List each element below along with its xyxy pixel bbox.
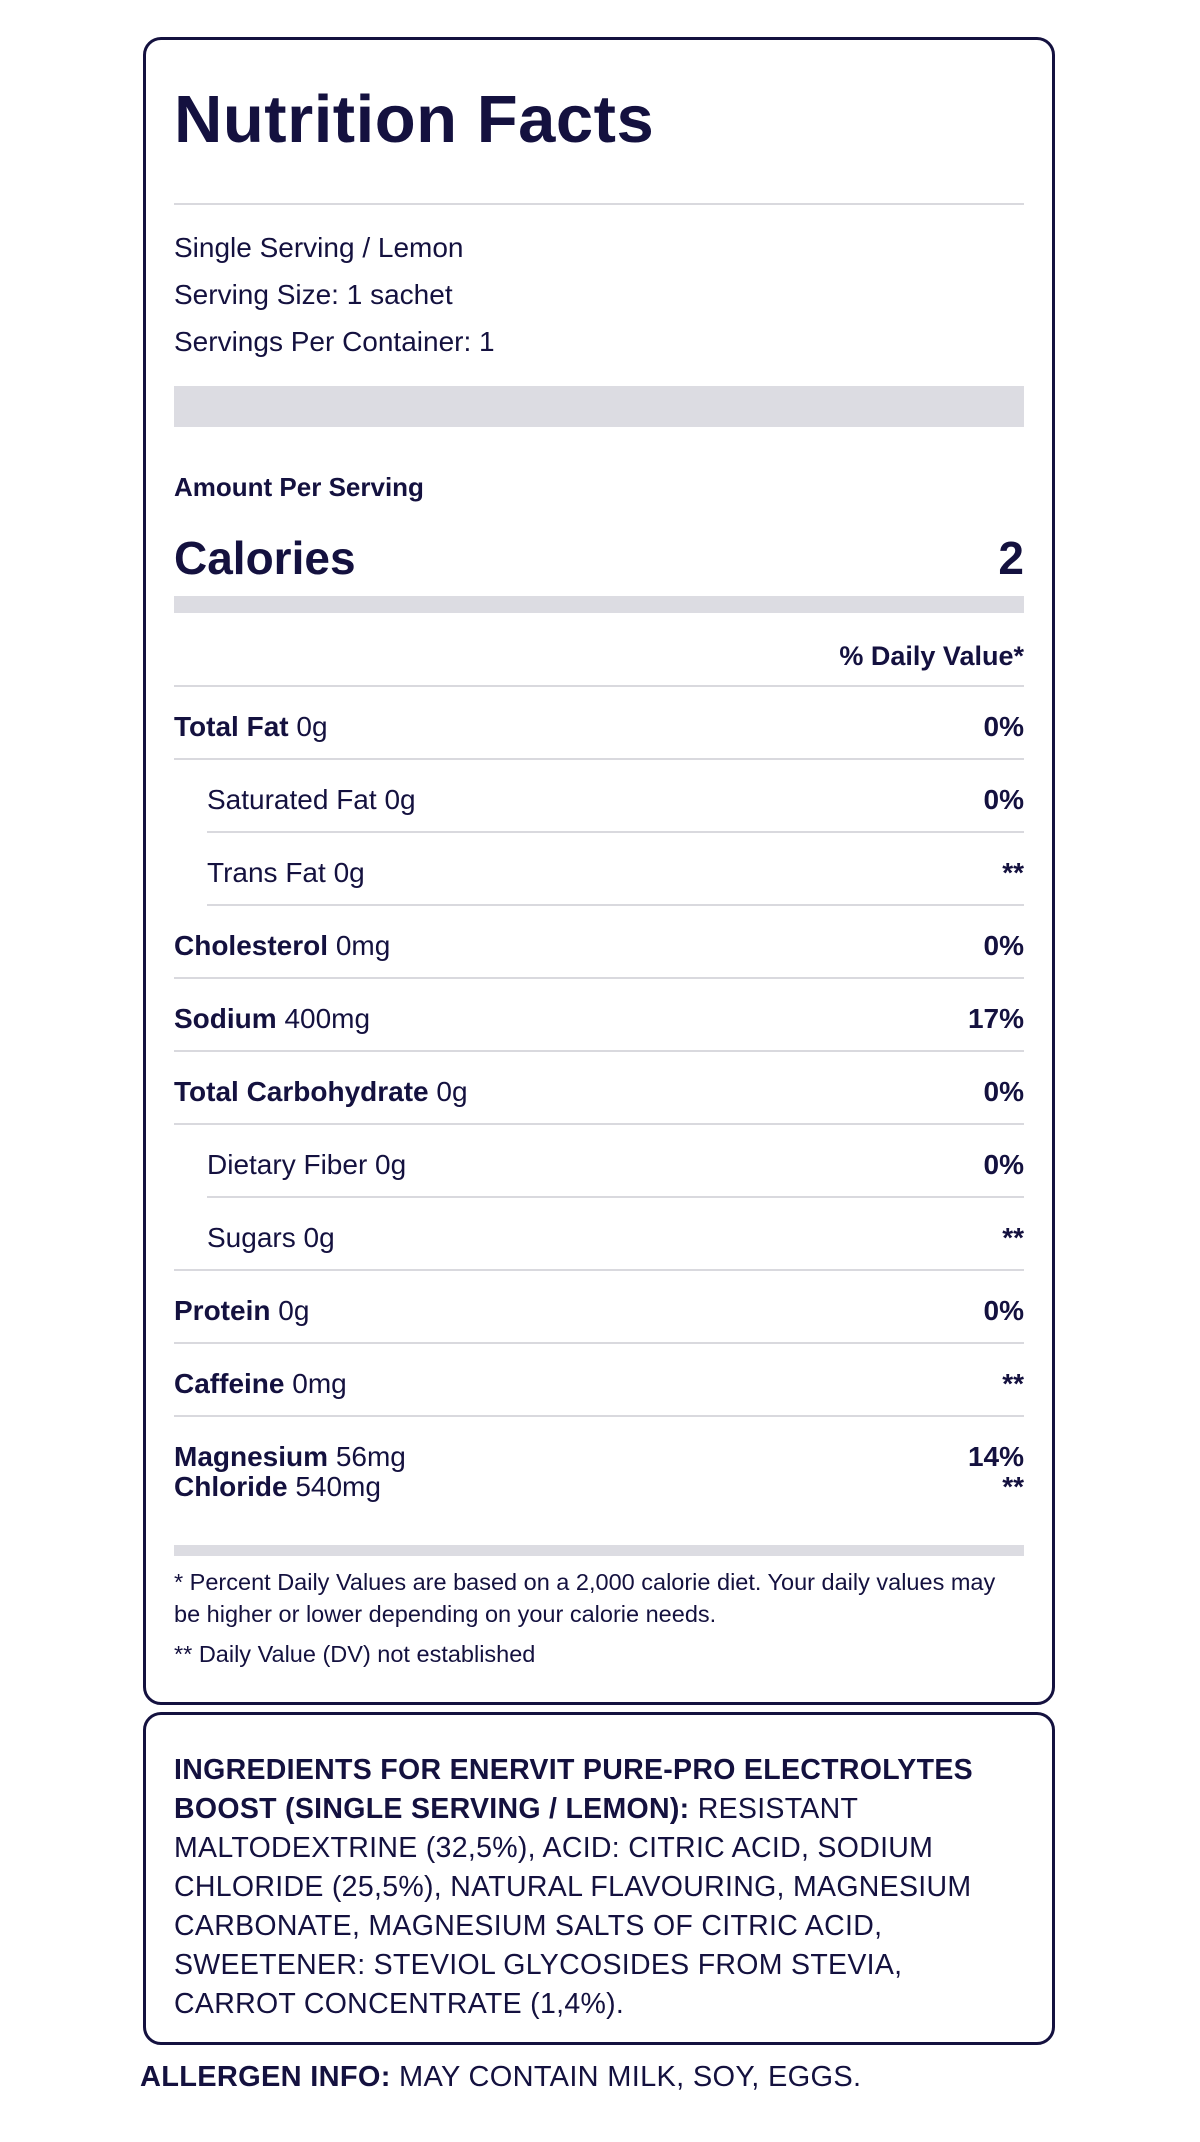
nutrient-daily-value: 0% [983, 711, 1024, 742]
nutrient-name: Total Carbohydrate [174, 1076, 429, 1107]
calories-label: Calories [174, 532, 356, 584]
allergen-info [140, 2063, 861, 2092]
nutrient-amount: 0g [278, 1295, 310, 1326]
allergen-label: ALLERGEN INFO: [140, 2061, 391, 2093]
nutrient-label [174, 1370, 347, 1398]
nutrient-daily-value: 0% [983, 784, 1024, 815]
nutrient-name: Saturated Fat [207, 784, 377, 815]
nutrient-label [207, 1224, 335, 1252]
nutrient-label [207, 859, 365, 887]
nutrient-label [174, 1443, 406, 1471]
nutrient-label [174, 1297, 309, 1325]
nutrient-row-total-fat [174, 687, 1024, 760]
footnote-percent-daily-values: * Percent Daily Values are based on a 2,000 calorie diet. Your daily values may be higher or lower depending on your calorie needs. [174, 1569, 996, 1627]
nutrient-name: Trans Fat [207, 857, 326, 888]
nutrient-name: Dietary Fiber [207, 1149, 368, 1180]
nutrient-row-total-carbohydrate [174, 1052, 1024, 1125]
nutrient-name: Total Fat [174, 711, 289, 742]
nutrient-name: Protein [174, 1295, 271, 1326]
nutrient-name: Chloride [174, 1471, 288, 1502]
nutrient-amount: 0g [303, 1222, 335, 1253]
nutrient-row-protein [174, 1271, 1024, 1344]
nutrient-label [207, 1151, 406, 1179]
nutrient-amount: 56mg [335, 1441, 406, 1472]
nutrient-daily-value: 0% [983, 1076, 1024, 1107]
nutrient-name: Caffeine [174, 1368, 285, 1399]
nutrient-row-cholesterol [174, 906, 1024, 979]
nutrient-amount: 0mg [292, 1368, 347, 1399]
footer-divider-bar [174, 1545, 1024, 1556]
nutrient-name: Cholesterol [174, 930, 329, 961]
footnote-dv-not-established: ** Daily Value (DV) not established [174, 1641, 536, 1667]
nutrient-row-magnesium [174, 1417, 1024, 1471]
nutrient-daily-value: 0% [983, 930, 1024, 961]
nutrient-amount: 0g [296, 711, 328, 742]
nutrition-facts-title: Nutrition Facts [174, 82, 655, 157]
calories-divider-bar [174, 596, 1024, 613]
nutrient-daily-value: 17% [967, 1003, 1024, 1034]
allergen-text: MAY CONTAIN MILK, SOY, EGGS. [399, 2061, 862, 2093]
nutrient-label [174, 932, 390, 960]
ingredients-list: RESISTANT MALTODEXTRINE (32,5%), ACID: CITRIC ACID, SODIUM CHLORIDE (25,5%), NATURAL FLAVOURING, MAGNESIUM CARBONATE, MAGNESIUM SALTS OF CITRIC ACID, SWEETENER: STEVIOL GLYCOSIDES FROM STEVIA, CARROT CONCENTRATE (1,4%). [174, 1793, 972, 2020]
nutrient-daily-value: 0% [983, 1295, 1024, 1326]
title-divider [174, 203, 1024, 205]
calories-value: 2 [998, 532, 1024, 584]
nutrient-label [174, 1005, 370, 1033]
nutrient-amount: 0g [375, 1149, 407, 1180]
nutrient-daily-value: 14% [967, 1441, 1024, 1472]
nutrient-daily-value: ** [1002, 1368, 1024, 1399]
ingredients-panel [143, 1712, 1055, 2045]
serving-variant: Single Serving / Lemon [174, 232, 464, 263]
nutrient-daily-value: ** [1002, 1222, 1024, 1253]
nutrient-name: Sugars [207, 1222, 296, 1253]
serving-size: Serving Size: 1 sachet [174, 279, 453, 310]
nutrient-row-sugars [174, 1198, 1024, 1271]
nutrient-row-saturated-fat [174, 760, 1024, 833]
nutrient-amount: 400mg [284, 1003, 371, 1034]
nutrient-daily-value: 0% [983, 1149, 1024, 1180]
nutrition-facts-panel [143, 37, 1055, 1705]
thick-divider-bar [174, 386, 1024, 427]
nutrient-amount: 0mg [335, 930, 391, 961]
nutrient-name: Sodium [174, 1003, 277, 1034]
nutrient-amount: 540mg [295, 1471, 381, 1502]
nutrient-row-dietary-fiber [174, 1125, 1024, 1198]
nutrient-row-chloride [174, 1471, 1024, 1511]
nutrient-label [174, 1473, 381, 1501]
servings-per-container: Servings Per Container: 1 [174, 326, 495, 357]
nutrient-amount: 0g [333, 857, 365, 888]
nutrient-daily-value: ** [1002, 857, 1024, 888]
ingredients-text [174, 1751, 1028, 2024]
nutrient-name: Magnesium [174, 1441, 329, 1472]
nutrient-label [174, 1078, 468, 1106]
nutrient-label [174, 713, 328, 741]
nutrient-row-caffeine [174, 1344, 1024, 1417]
nutrient-amount: 0g [436, 1076, 468, 1107]
nutrient-daily-value: ** [1002, 1471, 1024, 1502]
amount-per-serving-label: Amount Per Serving [174, 472, 424, 502]
nutrient-label [207, 786, 416, 814]
ingredients-heading: INGREDIENTS FOR ENERVIT PURE-PRO ELECTROLYTES BOOST (SINGLE SERVING / LEMON): [174, 1754, 973, 1825]
nutrient-amount: 0g [384, 784, 416, 815]
nutrient-row-sodium [174, 979, 1024, 1052]
daily-value-header: % Daily Value* [839, 641, 1024, 671]
nutrient-row-trans-fat [174, 833, 1024, 906]
